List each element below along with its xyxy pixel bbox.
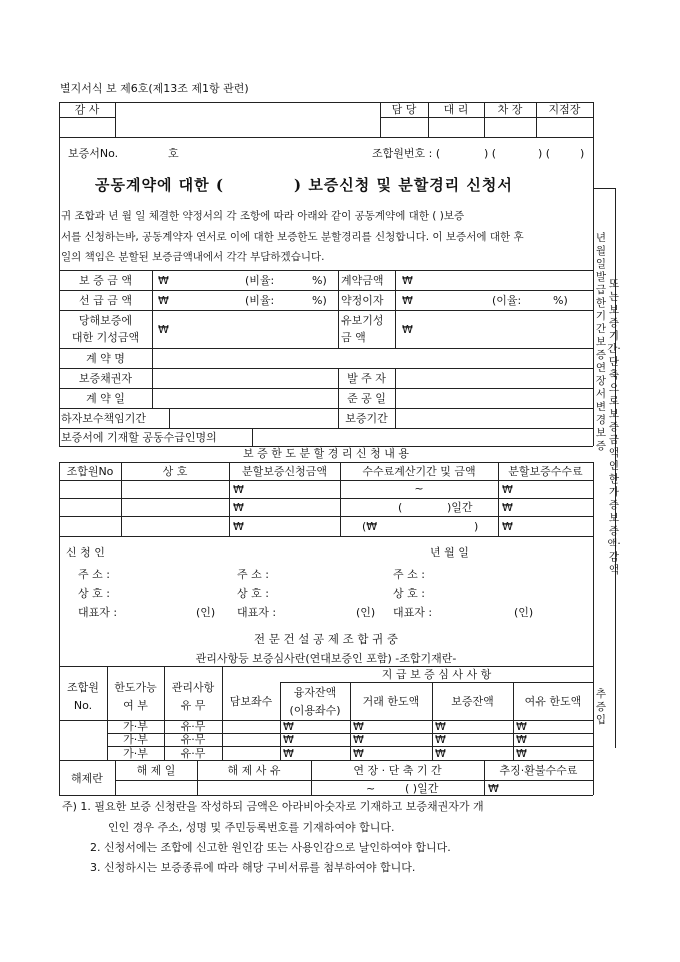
contract-amount-label: 계약금액 [341, 274, 384, 287]
col-split-amount: 분할보증신청금액 [241, 465, 327, 478]
row3-cur-b: ₩ [353, 747, 364, 760]
title-left: 공동계약에 대한 ( [95, 176, 224, 194]
applicant2-company: 상 호 : [237, 587, 269, 600]
applicant2-seal: (인) [356, 606, 376, 619]
row1-fee-currency: ₩ [502, 483, 513, 496]
row3-amount-currency: ₩ [233, 520, 244, 533]
member-no-sep1: ) ( [484, 147, 497, 160]
mgmt-limit-ok-1: 한도가능 [114, 681, 157, 694]
loan-balance-label-2: (이용좌수) [289, 704, 341, 717]
staff-label: 담 당 [391, 103, 417, 116]
form-reference: 별지서식 보 제6호(제13조 제1항 관련) [60, 82, 249, 95]
note-1b: 인인 경우 주소, 성명 및 주민등록번호를 기재하여야 합니다. [108, 821, 395, 834]
manager-label: 차 장 [497, 103, 523, 116]
applicant3-address: 주 소 : [393, 568, 425, 581]
cancel-date-label: 해 제 일 [136, 764, 176, 777]
currency-6: ₩ [402, 323, 413, 336]
row3-exist: 유·무 [180, 747, 206, 760]
row2-amount-currency: ₩ [233, 501, 244, 514]
applicant-date: 년 월 일 [430, 546, 469, 559]
row3-yesno: 가·부 [123, 747, 148, 760]
note-3: 3. 신청하시는 보증종류에 따라 해당 구비서류를 첨부하여야 합니다. [90, 861, 416, 874]
applicant1-seal: (인) [196, 606, 216, 619]
client-label: 발 주 자 [347, 372, 386, 385]
cert-no-suffix: 호 [168, 147, 179, 160]
applicant2-rep: 대표자 : [237, 606, 277, 619]
row2-exist: 유·무 [180, 733, 206, 746]
row3-cur-a: ₩ [283, 747, 294, 760]
row1-cur-d: ₩ [516, 720, 527, 733]
loan-balance-label-1: 융자잔액 [293, 686, 337, 699]
recipient: 전 문 건 설 공 제 조 합 귀 중 [254, 632, 398, 646]
applicant-label: 신 청 인 [66, 546, 105, 559]
applicant2-address: 주 소 : [237, 568, 269, 581]
applicant3-rep: 대표자 : [393, 606, 433, 619]
intro-line1: 귀 조합과 년 월 일 체결한 약정서의 각 조항에 따라 아래와 같이 공동계약에 대한 ( )보증 [61, 210, 465, 222]
applicant1-company: 상 호 : [78, 587, 110, 600]
audit-label: 감 사 [74, 103, 100, 116]
collect-refund-fee-label: 추징·환불수수료 [499, 764, 578, 777]
completion-date-label: 준 공 일 [347, 392, 386, 405]
row1-amount-currency: ₩ [233, 483, 244, 496]
defect-period-label: 하자보수책임기간 [61, 412, 147, 425]
currency-3: ₩ [158, 294, 169, 307]
row3-cur-c: ₩ [435, 747, 446, 760]
row2-days-open: ( [398, 501, 403, 514]
row1-cur-a: ₩ [283, 720, 294, 733]
cancel-reason-label: 해 제 사 유 [227, 764, 281, 777]
row2-fee-currency: ₩ [502, 501, 513, 514]
member-no-end: ) [580, 147, 585, 160]
contract-name-label: 계 약 명 [86, 352, 125, 365]
member-no-sep2: ) ( [538, 147, 551, 160]
guar-balance-label: 보증잔액 [451, 695, 494, 708]
prior-progress-label-2: 대한 기성금액 [71, 331, 140, 344]
row2-cur-c: ₩ [435, 733, 446, 746]
row3-fee-currency: ₩ [502, 520, 513, 533]
rate-pct: %) [312, 274, 327, 287]
sidebar-col1: 년월일발급한기간보증연장서변경보증 [595, 232, 607, 452]
cancel-fee-currency: ₩ [488, 782, 499, 795]
row1-cur-b: ₩ [353, 720, 364, 733]
cancel-label: 해제란 [71, 772, 103, 785]
review-title: 지 급 보 증 심 사 사 항 [381, 668, 492, 681]
guarantee-amount-label: 보 증 금 액 [79, 274, 132, 287]
member-no-label: 조합원번호 : ( [372, 147, 441, 160]
mgmt-item-2: 유 무 [180, 699, 206, 712]
interest-rate-label: (이율: [492, 294, 522, 307]
currency-4: ₩ [402, 294, 413, 307]
title-right: ) 보증신청 및 분할경리 신청서 [294, 176, 513, 194]
sidebar-col2: 또는보증기간·단축으로보증금액인한가증보증액·감액 [607, 278, 621, 576]
branch-head-label: 지점장 [548, 103, 581, 116]
note-2: 2. 신청서에는 조합에 신고한 원인감 또는 사용인감으로 날인하여야 합니다. [90, 841, 451, 854]
txn-limit-label: 거래 한도액 [362, 695, 420, 708]
currency-1: ₩ [158, 274, 169, 287]
col-fee-period: 수수료계산기간 및 금액 [362, 465, 476, 478]
management-header: 관리사항등 보증심사란(연대보증인 포함) -조합기재란- [195, 652, 457, 665]
currency-5: ₩ [158, 323, 169, 336]
row2-cur-d: ₩ [516, 733, 527, 746]
row2-cur-b: ₩ [353, 733, 364, 746]
col-member-no: 조합원No [66, 465, 114, 478]
currency-2: ₩ [402, 274, 413, 287]
row3-won-open: (₩ [362, 520, 378, 533]
sidebar-tail: 추증입 [595, 688, 607, 726]
rate-pct-2: %) [312, 294, 327, 307]
advance-amount-label: 선 급 금 액 [79, 294, 132, 307]
mgmt-member-no-2: No. [73, 699, 93, 712]
retention-label-2: 금 액 [341, 331, 366, 344]
contract-date-label: 계 약 일 [86, 392, 125, 405]
intro-line3: 일의 책임은 분할된 보증금액내에서 각각 부담하겠습니다. [61, 251, 325, 263]
retention-label-1: 유보기성 [341, 314, 384, 327]
cancel-tilde: ~ [366, 782, 376, 795]
applicant1-rep: 대표자 : [78, 606, 118, 619]
mgmt-item-1: 관리사항 [171, 681, 215, 694]
spare-limit-label: 여유 한도액 [524, 695, 582, 708]
note-1a: 주) 1. 필요한 보증 신청란을 작성하되 금액은 아라비아숫자로 기재하고 보증채권자가 개 [62, 800, 484, 813]
extend-period-label: 연 장 · 단 축 기 간 [353, 764, 442, 777]
joint-names-label: 보증서에 기재할 공동수급인명의 [61, 431, 217, 444]
cert-no-label: 보증서No. [68, 147, 119, 160]
row2-cur-a: ₩ [283, 733, 294, 746]
prior-progress-label-1: 당해보증에 [78, 314, 133, 327]
guarantee-period-label: 보증기간 [345, 412, 388, 425]
split-section-title: 보 증 한 도 분 할 경 리 신 청 내 용 [243, 447, 409, 460]
intro-line2: 서를 신청하는바, 공동계약자 연서로 이에 대한 보증한도 분할경리를 신청합니다. 이 보증서에 대한 후 [61, 231, 524, 243]
agreed-interest-label: 약정이자 [341, 294, 384, 307]
interest-rate-pct: %) [553, 294, 568, 307]
row1-exist: 유·무 [180, 720, 206, 733]
row3-cur-d: ₩ [516, 747, 527, 760]
rate-label-2: (비율: [245, 294, 275, 307]
col-split-fee: 분할보증수수료 [508, 465, 583, 478]
mgmt-limit-ok-2: 여 부 [123, 699, 148, 712]
collateral-label: 담보좌수 [229, 695, 273, 708]
row2-yesno: 가·부 [123, 733, 148, 746]
applicant3-seal: (인) [514, 606, 534, 619]
deputy-label: 대 리 [443, 103, 469, 116]
row2-days-close: )일간 [447, 501, 473, 514]
applicant1-address: 주 소 : [78, 568, 110, 581]
row1-tilde: ~ [414, 482, 424, 495]
row1-yesno: 가·부 [123, 720, 148, 733]
row3-won-close: ) [474, 520, 479, 533]
row1-cur-c: ₩ [435, 720, 446, 733]
col-company-name: 상 호 [162, 465, 188, 478]
mgmt-member-no-1: 조합원 [67, 681, 99, 694]
rate-label: (비율: [245, 274, 275, 287]
applicant3-company: 상 호 : [393, 587, 425, 600]
cancel-days: ( )일간 [405, 782, 439, 795]
obligee-label: 보증채권자 [78, 372, 133, 385]
